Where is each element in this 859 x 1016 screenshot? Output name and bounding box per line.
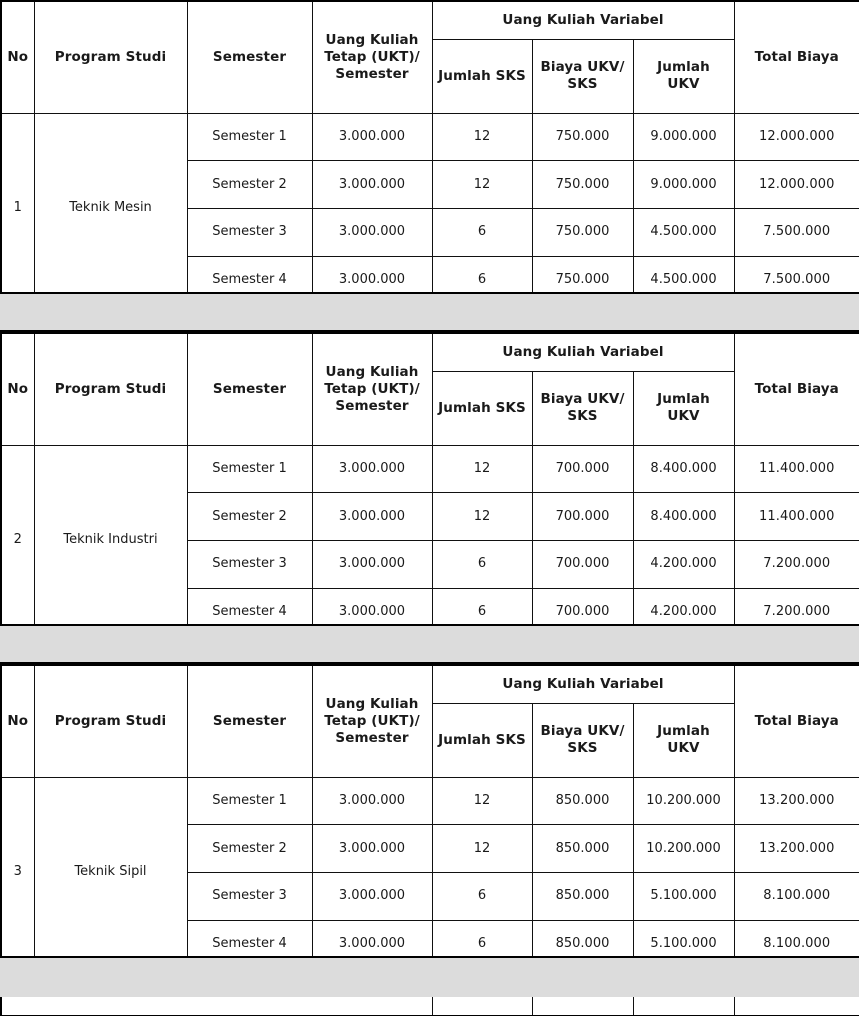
cell-jumlah-ukv: 4.500.000 — [633, 256, 734, 304]
column-header-biaya-ukv-sks — [532, 704, 633, 777]
cell-ukt: 3.000.000 — [312, 873, 432, 921]
cell-jumlah-ukv: 10.200.000 — [633, 777, 734, 825]
cell-jumlah-ukv: 4.200.000 — [633, 588, 734, 636]
cell-ukt: 3.000.000 — [312, 445, 432, 493]
cell-total-biaya: 12.000.000 — [734, 161, 859, 209]
table-header — [1, 1, 859, 113]
cell-semester: Semester 3 — [187, 873, 312, 921]
cell-total-biaya: 11.400.000 — [734, 493, 859, 541]
cell-semester: Semester 2 — [187, 825, 312, 873]
cell-biaya-ukv-sks: 850.000 — [532, 873, 633, 921]
cell-ukt: 3.000.000 — [312, 588, 432, 636]
cell-biaya-ukv-sks: 700.000 — [532, 493, 633, 541]
column-header-biaya-ukv-line-1: Biaya UKV/ — [540, 59, 625, 76]
cell-semester: Semester 1 — [187, 113, 312, 161]
cell-semester: Semester 2 — [187, 161, 312, 209]
cell-jumlah-sks: 6 — [432, 588, 532, 636]
column-header-total-biaya: Total Biaya — [734, 333, 859, 445]
cell-biaya-ukv-sks: 700.000 — [532, 541, 633, 589]
cell-total-biaya: 7.500.000 — [734, 209, 859, 257]
table-spacer-band — [0, 956, 859, 997]
cell-jumlah-sks: 12 — [432, 161, 532, 209]
column-header-ukt — [312, 665, 432, 777]
cell-jumlah-sks: 12 — [432, 445, 532, 493]
cell-ukt: 3.000.000 — [312, 113, 432, 161]
column-header-jumlah-sks: Jumlah SKS — [432, 704, 532, 777]
column-header-no: No — [1, 1, 34, 113]
column-header-no: No — [1, 333, 34, 445]
cell-ukt: 3.000.000 — [312, 161, 432, 209]
cell-jumlah-sks: 6 — [432, 541, 532, 589]
cell-semester: Semester 1 — [187, 445, 312, 493]
table-header — [1, 665, 859, 777]
cell-biaya-ukv-sks: 750.000 — [532, 161, 633, 209]
column-header-no: No — [1, 665, 34, 777]
column-header-ukt-line-1: Uang Kuliah — [325, 31, 419, 48]
column-header-uang-kuliah-variabel: Uang Kuliah Variabel — [432, 333, 734, 372]
column-header-ukt-line-2: Tetap (UKT)/ — [324, 48, 420, 65]
table-spacer-band — [0, 292, 859, 332]
cell-no: 3 — [1, 777, 34, 968]
column-header-semester: Semester — [187, 665, 312, 777]
column-header-total-biaya: Total Biaya — [734, 1, 859, 113]
column-header-ukt-line-1: Uang Kuliah — [325, 695, 419, 712]
cell-jumlah-sks: 6 — [432, 256, 532, 304]
column-header-biaya-ukv-line-2: SKS — [567, 740, 598, 757]
cell-jumlah-ukv: 4.500.000 — [633, 209, 734, 257]
column-header-semester: Semester — [187, 1, 312, 113]
cell-semester: Semester 3 — [187, 541, 312, 589]
cell-biaya-ukv-sks: 750.000 — [532, 113, 633, 161]
column-header-ukt-line-2: Tetap (UKT)/ — [324, 380, 420, 397]
column-header-program-studi: Program Studi — [34, 1, 187, 113]
cell-jumlah-sks: 6 — [432, 873, 532, 921]
cell-no: 2 — [1, 445, 34, 636]
cell-total-biaya: 7.500.000 — [734, 256, 859, 304]
column-header-program-studi: Program Studi — [34, 665, 187, 777]
column-header-ukt-line-3: Semester — [335, 397, 409, 414]
header-row-top — [1, 333, 859, 372]
cell-jumlah-sks: 12 — [432, 493, 532, 541]
cell-semester: Semester 4 — [187, 588, 312, 636]
cell-jumlah-ukv: 5.100.000 — [633, 873, 734, 921]
cell-biaya-ukv-sks: 700.000 — [532, 445, 633, 493]
table-header — [1, 333, 859, 445]
column-header-jumlah-ukv-line-2: UKV — [667, 76, 700, 93]
cell-ukt: 3.000.000 — [312, 825, 432, 873]
cell-biaya-ukv-sks: 750.000 — [532, 256, 633, 304]
column-header-semester: Semester — [187, 333, 312, 445]
column-header-jumlah-ukv-line-2: UKV — [667, 408, 700, 425]
fee-table — [0, 0, 859, 294]
header-row-top — [1, 665, 859, 704]
cell-semester: Semester 2 — [187, 493, 312, 541]
cell-biaya-ukv-sks: 850.000 — [532, 920, 633, 968]
cell-semester: Semester 3 — [187, 209, 312, 257]
column-header-biaya-ukv-line-2: SKS — [567, 408, 598, 425]
cell-total-biaya: 13.200.000 — [734, 825, 859, 873]
cell-ukt: 3.000.000 — [312, 256, 432, 304]
cell-ukt: 3.000.000 — [312, 541, 432, 589]
cell-biaya-ukv-sks: 750.000 — [532, 209, 633, 257]
cell-ukt: 3.000.000 — [312, 493, 432, 541]
cell-program-studi: Teknik Industri — [34, 445, 187, 636]
cell-semester: Semester 4 — [187, 920, 312, 968]
cell-jumlah-ukv: 8.400.000 — [633, 493, 734, 541]
cell-jumlah-ukv: 10.200.000 — [633, 825, 734, 873]
column-header-program-studi: Program Studi — [34, 333, 187, 445]
cell-semester: Semester 1 — [187, 777, 312, 825]
cell-jumlah-ukv: 8.400.000 — [633, 445, 734, 493]
column-header-jumlah-ukv-line-1: Jumlah — [657, 723, 710, 740]
table-row — [1, 777, 859, 825]
column-header-jumlah-ukv — [633, 372, 734, 445]
cell-total-biaya: 11.400.000 — [734, 445, 859, 493]
column-header-ukt-line-1: Uang Kuliah — [325, 363, 419, 380]
column-header-biaya-ukv-sks — [532, 40, 633, 113]
fee-table — [0, 664, 859, 958]
table-spacer-band — [0, 624, 859, 664]
cell-semester: Semester 4 — [187, 256, 312, 304]
column-header-biaya-ukv-line-1: Biaya UKV/ — [540, 723, 625, 740]
cell-program-studi: Teknik Sipil — [34, 777, 187, 968]
column-header-jumlah-sks: Jumlah SKS — [432, 372, 532, 445]
column-header-jumlah-ukv-line-1: Jumlah — [657, 59, 710, 76]
column-header-total-biaya: Total Biaya — [734, 665, 859, 777]
cell-total-biaya: 8.100.000 — [734, 873, 859, 921]
cell-biaya-ukv-sks: 700.000 — [532, 588, 633, 636]
column-header-uang-kuliah-variabel: Uang Kuliah Variabel — [432, 665, 734, 704]
column-header-uang-kuliah-variabel: Uang Kuliah Variabel — [432, 1, 734, 40]
cell-total-biaya: 7.200.000 — [734, 541, 859, 589]
table-row — [1, 113, 859, 161]
cell-total-biaya: 13.200.000 — [734, 777, 859, 825]
column-header-biaya-ukv-line-1: Biaya UKV/ — [540, 391, 625, 408]
column-header-ukt-line-3: Semester — [335, 729, 409, 746]
column-header-ukt-line-3: Semester — [335, 65, 409, 82]
column-header-biaya-ukv-sks — [532, 372, 633, 445]
column-header-jumlah-ukv-line-1: Jumlah — [657, 391, 710, 408]
column-header-jumlah-ukv — [633, 704, 734, 777]
cell-jumlah-ukv: 9.000.000 — [633, 113, 734, 161]
cell-jumlah-sks: 12 — [432, 825, 532, 873]
cell-jumlah-ukv: 5.100.000 — [633, 920, 734, 968]
column-header-jumlah-sks: Jumlah SKS — [432, 40, 532, 113]
cell-biaya-ukv-sks: 850.000 — [532, 825, 633, 873]
cell-jumlah-sks: 6 — [432, 920, 532, 968]
cell-ukt: 3.000.000 — [312, 209, 432, 257]
column-header-ukt-line-2: Tetap (UKT)/ — [324, 712, 420, 729]
cell-jumlah-sks: 12 — [432, 113, 532, 161]
cell-jumlah-ukv: 9.000.000 — [633, 161, 734, 209]
cell-biaya-ukv-sks: 850.000 — [532, 777, 633, 825]
header-row-top — [1, 1, 859, 40]
column-header-jumlah-ukv-line-2: UKV — [667, 740, 700, 757]
cell-ukt: 3.000.000 — [312, 920, 432, 968]
table-row — [1, 445, 859, 493]
cell-no: 1 — [1, 113, 34, 304]
cell-total-biaya: 7.200.000 — [734, 588, 859, 636]
column-header-ukt — [312, 1, 432, 113]
cell-jumlah-ukv: 4.200.000 — [633, 541, 734, 589]
column-header-jumlah-ukv — [633, 40, 734, 113]
column-header-biaya-ukv-line-2: SKS — [567, 76, 598, 93]
cell-jumlah-sks: 6 — [432, 209, 532, 257]
column-header-ukt — [312, 333, 432, 445]
cell-total-biaya: 8.100.000 — [734, 920, 859, 968]
cell-total-biaya: 12.000.000 — [734, 113, 859, 161]
fee-table — [0, 332, 859, 626]
cell-program-studi: Teknik Mesin — [34, 113, 187, 304]
cell-jumlah-sks: 12 — [432, 777, 532, 825]
cell-ukt: 3.000.000 — [312, 777, 432, 825]
